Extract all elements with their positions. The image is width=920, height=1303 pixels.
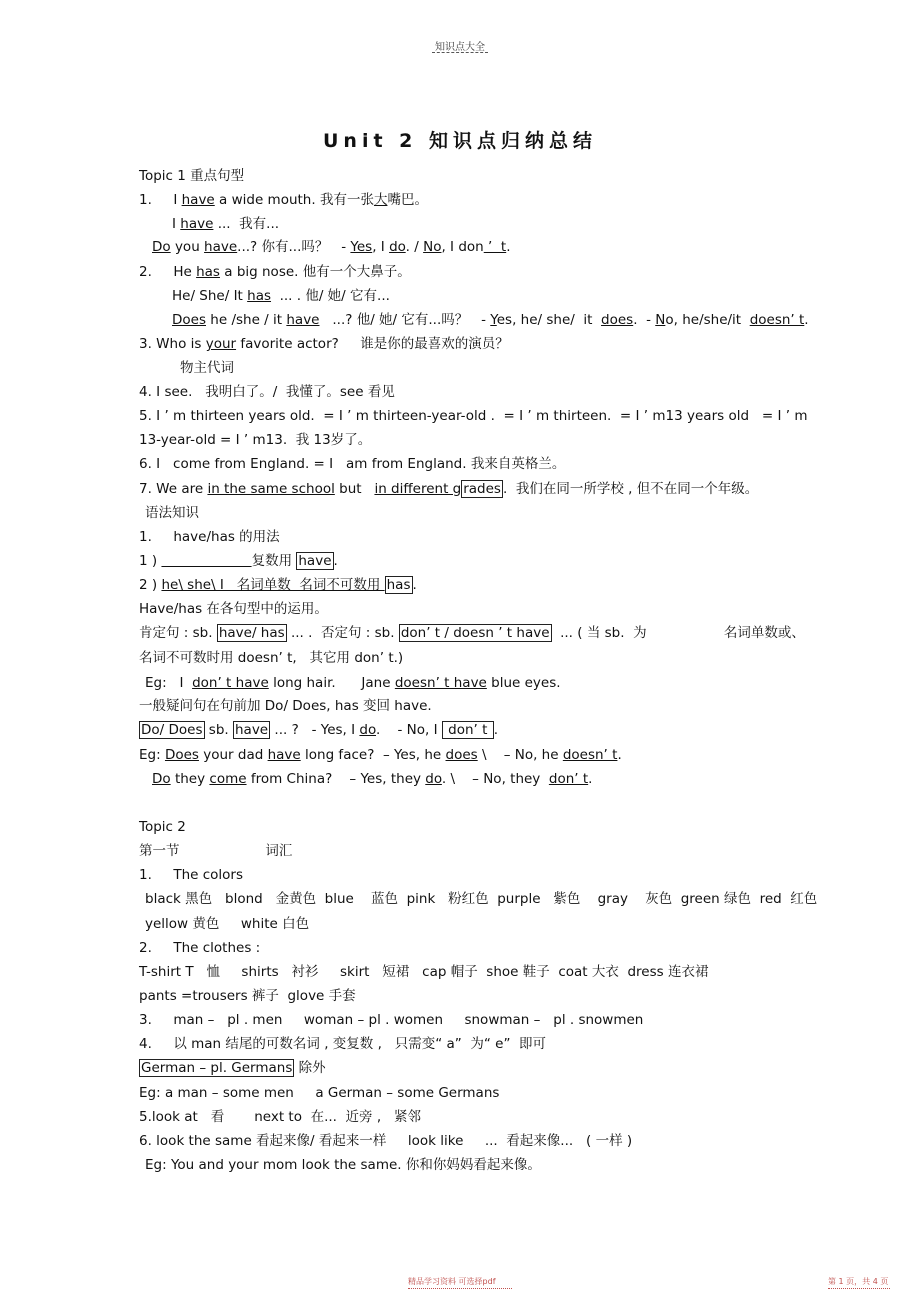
underlined-text: does <box>601 312 634 328</box>
underlined-text: N <box>655 312 666 328</box>
text-line <box>139 987 356 1005</box>
text-run: \ – No, he <box>477 747 563 763</box>
text-run: es, he/ she/ it <box>496 312 602 328</box>
text-line <box>172 287 390 305</box>
text-run: ...? 他/ 她/ 它有...吗？ - <box>319 312 491 328</box>
text-run: but <box>334 481 375 497</box>
text-run: I <box>172 216 181 232</box>
text-run: Eg: You and your mom look the same. 你和你妈妈看起来像。 <box>145 1157 541 1173</box>
text-run: pants =trousers 裤子 glove 手套 <box>139 988 356 1004</box>
text-line <box>172 311 809 329</box>
text-run: he /she / it <box>206 312 287 328</box>
underlined-text: doesn’ t <box>562 747 618 763</box>
underlined-text: your <box>205 336 237 352</box>
text-run: 4. I see. 我明白了。/ 我懂了。see 看见 <box>139 384 395 400</box>
text-run: black 黑色 blond 金黄色 blue 蓝色 pink 粉红色 purple 紫色 gray 灰色 green 绿色 red 红色 <box>145 891 818 907</box>
text-run: 3. Who is <box>139 336 206 352</box>
underlined-text: have <box>267 747 301 763</box>
boxed-text: rades <box>463 481 501 497</box>
text-line <box>145 915 309 933</box>
text-run: . - No, I <box>376 722 442 738</box>
text-line <box>139 697 432 715</box>
text-run: He/ She/ It <box>172 288 248 304</box>
text-run: from China? – Yes, they <box>246 771 426 787</box>
text-run: . <box>804 312 809 328</box>
text-run: Eg: <box>139 747 165 763</box>
boxed-text: has <box>386 577 411 593</box>
text-run: 1 ) <box>139 553 162 569</box>
text-run: 语法知识 <box>145 505 199 521</box>
underlined-text: does <box>445 747 478 763</box>
text-run: your dad <box>198 747 268 763</box>
text-run: ... . 否定句 : sb. <box>286 625 399 641</box>
underlined-text: has <box>196 264 220 280</box>
text-run: blue eyes. <box>486 675 561 691</box>
underlined-text: Do <box>152 239 171 255</box>
text-run: 1. have/has 的用法 <box>139 529 280 545</box>
underlined-text: Y <box>490 312 497 328</box>
underlined-text: come <box>209 771 247 787</box>
text-line <box>139 528 280 546</box>
text-run: 1. I <box>139 192 182 208</box>
underlined-text: 大 <box>373 192 388 208</box>
text-run: long hair. Jane <box>268 675 395 691</box>
text-line <box>145 504 199 522</box>
underlined-text: do <box>425 771 442 787</box>
text-run: 第一节 词汇 <box>139 843 293 859</box>
boxed-text: don’ t <box>443 722 492 738</box>
text-run: sb. <box>204 722 233 738</box>
underlined-text: have <box>181 192 215 208</box>
text-run: . <box>506 239 511 255</box>
text-run: 名词不可数时用 doesn’ t, 其它用 don’ t.) <box>139 650 404 666</box>
text-line <box>139 818 186 836</box>
text-run: a wide mouth. 我有一张 <box>214 192 374 208</box>
text-run: . <box>333 553 338 569</box>
text-run: Eg: a man – some men a German – some Germans <box>139 1085 500 1101</box>
text-line <box>139 576 417 594</box>
text-run: 除外 <box>294 1060 326 1076</box>
underlined-text: No <box>423 239 442 255</box>
text-run: favorite actor? 谁是你的最喜欢的演员？ <box>236 336 509 352</box>
underlined-text: don’ t <box>548 771 589 787</box>
boxed-text: don’ t / doesn ’ t have <box>400 625 550 641</box>
text-run: . <box>412 577 417 593</box>
text-run: Topic 1 重点句型 <box>139 168 245 184</box>
text-line <box>139 866 243 884</box>
text-run: ... 我有... <box>213 216 280 232</box>
text-run: ... ( 当 sb. 为 名词单数或、 <box>551 625 805 641</box>
text-run: 3. man – pl . men woman – pl . women snowman – pl . snowmen <box>139 1012 644 1028</box>
header-divider <box>432 52 488 53</box>
text-run: , I don <box>441 239 484 255</box>
underlined-text: he\ she\ I 名词单数 名词不可数用 <box>161 577 385 593</box>
underlined-text: doesn’ t <box>749 312 805 328</box>
text-run: 5. I ’ m thirteen years old. = I ’ m thirteen-year-old . = I ’ m thirteen. = I ’ m13 years old = I ’ m <box>139 408 808 424</box>
text-run: T-shirt T 恤 shirts 衬衫 skirt 短裙 cap 帽子 shoe 鞋子 coat 大衣 dress 连衣裙 <box>139 964 709 980</box>
text-line <box>139 963 708 981</box>
text-line <box>139 552 338 570</box>
underlined-text: in the same school <box>207 481 335 497</box>
text-run: they <box>170 771 210 787</box>
text-run: Topic 2 <box>139 819 186 835</box>
text-run: 5.look at 看 next to 在... 近旁 , 紧邻 <box>139 1109 421 1125</box>
text-line <box>139 407 808 425</box>
footer-left-dots <box>408 1288 512 1289</box>
text-run: ... ? - Yes, I <box>270 722 360 738</box>
underlined-text: doesn’ t have <box>394 675 487 691</box>
text-run: . <box>617 747 622 763</box>
text-line <box>139 842 292 860</box>
text-run: a big nose. 他有一个大鼻子。 <box>219 264 411 280</box>
text-run: 7. We are <box>139 481 208 497</box>
text-run: Eg: I <box>145 675 193 691</box>
text-line <box>139 431 371 449</box>
text-line <box>139 746 622 764</box>
text-run: 13-year-old = I ’ m13. 我 13岁了。 <box>139 432 372 448</box>
underlined-text: do <box>389 239 406 255</box>
text-run: 物主代词 <box>180 360 234 376</box>
underlined-text: do <box>359 722 377 738</box>
text-line <box>139 1035 546 1053</box>
document-title: Unit 2 知识点归纳总结 <box>323 130 597 152</box>
text-line <box>139 1059 326 1077</box>
underlined-text: ’ t <box>483 239 507 255</box>
footer-left: 精品学习资料 可选择pdf <box>408 1277 496 1286</box>
text-line <box>180 359 234 377</box>
text-run: 嘴巴。 <box>387 192 428 208</box>
text-run: . - <box>633 312 656 328</box>
text-run: yellow 黄色 white 白色 <box>145 916 310 932</box>
text-line <box>139 1084 499 1102</box>
text-run: 6. look the same 看起来像/ 看起来一样 look like ... 看起来像... ( 一样 ) <box>139 1133 633 1149</box>
text-run: 一般疑问句在句前加 Do/ Does, has 变回 have. <box>139 698 432 714</box>
text-line <box>139 167 244 185</box>
text-run: . / <box>405 239 424 255</box>
text-line <box>139 455 565 473</box>
text-run: . \ – No, they <box>441 771 549 787</box>
text-run: 2 ) <box>139 577 162 593</box>
text-run: long face? – Yes, he <box>300 747 446 763</box>
underlined-text: Does <box>164 747 199 763</box>
text-run: . <box>493 722 498 738</box>
text-line <box>139 624 805 642</box>
text-line <box>145 1156 541 1174</box>
text-line <box>139 263 411 281</box>
boxed-text: have/ has <box>218 625 285 641</box>
underlined-text: Yes <box>350 239 373 255</box>
boxed-text: have <box>234 722 269 738</box>
text-run: ...? 你有...吗？ - <box>237 239 351 255</box>
text-line <box>145 674 561 692</box>
text-line <box>139 1108 421 1126</box>
text-line <box>139 939 260 957</box>
text-run: . 我们在同一所学校 , 但不在同一个年级。 <box>502 481 759 497</box>
text-line <box>139 1132 632 1150</box>
page-number-dots <box>828 1288 890 1289</box>
text-run: 2. He <box>139 264 197 280</box>
text-run: . <box>588 771 593 787</box>
text-run: 复数用 <box>251 553 297 569</box>
page-number: 第 1 页，共 4 页 <box>828 1277 889 1286</box>
text-line <box>139 383 395 401</box>
text-line <box>139 335 509 353</box>
text-line <box>152 770 592 788</box>
text-run: o, he/she/it <box>665 312 750 328</box>
underlined-text: have <box>286 312 320 328</box>
text-line <box>145 890 817 908</box>
boxed-text: German – pl. Germans <box>141 1060 293 1076</box>
page-header: 知识点大全 <box>435 42 485 53</box>
text-run: 2. The clothes : <box>139 940 261 956</box>
text-run: 6. I come from England. = I am from England. 我来自英格兰。 <box>139 456 566 472</box>
underlined-text: has <box>247 288 272 304</box>
text-line <box>139 649 403 667</box>
text-run: ... . 他/ 她/ 它有... <box>271 288 390 304</box>
text-run: 肯定句 : sb. <box>139 625 217 641</box>
boxed-text: have <box>298 553 332 569</box>
text-run: 4. 以 man 结尾的可数名词 , 变复数 , 只需变“ a” 为“ e” 即可 <box>139 1036 547 1052</box>
underlined-text: Does <box>172 312 206 328</box>
underlined-text: Do <box>152 771 171 787</box>
text-line <box>139 191 428 209</box>
underlined-text: have <box>204 239 238 255</box>
text-line <box>139 480 758 498</box>
text-run: you <box>170 239 205 255</box>
text-run: , I <box>372 239 390 255</box>
underlined-text: in different g <box>374 481 462 497</box>
text-line <box>172 215 279 233</box>
text-run: Have/has 在各句型中的运用。 <box>139 601 328 617</box>
text-line <box>152 238 510 256</box>
boxed-text: Do/ Does <box>141 722 203 738</box>
text-line <box>139 1011 643 1029</box>
underlined-text: have <box>180 216 214 232</box>
text-line <box>139 721 498 739</box>
underlined-text <box>161 553 251 569</box>
text-line <box>139 600 328 618</box>
text-run: 1. The colors <box>139 867 244 883</box>
underlined-text: don’ t have <box>192 675 269 691</box>
